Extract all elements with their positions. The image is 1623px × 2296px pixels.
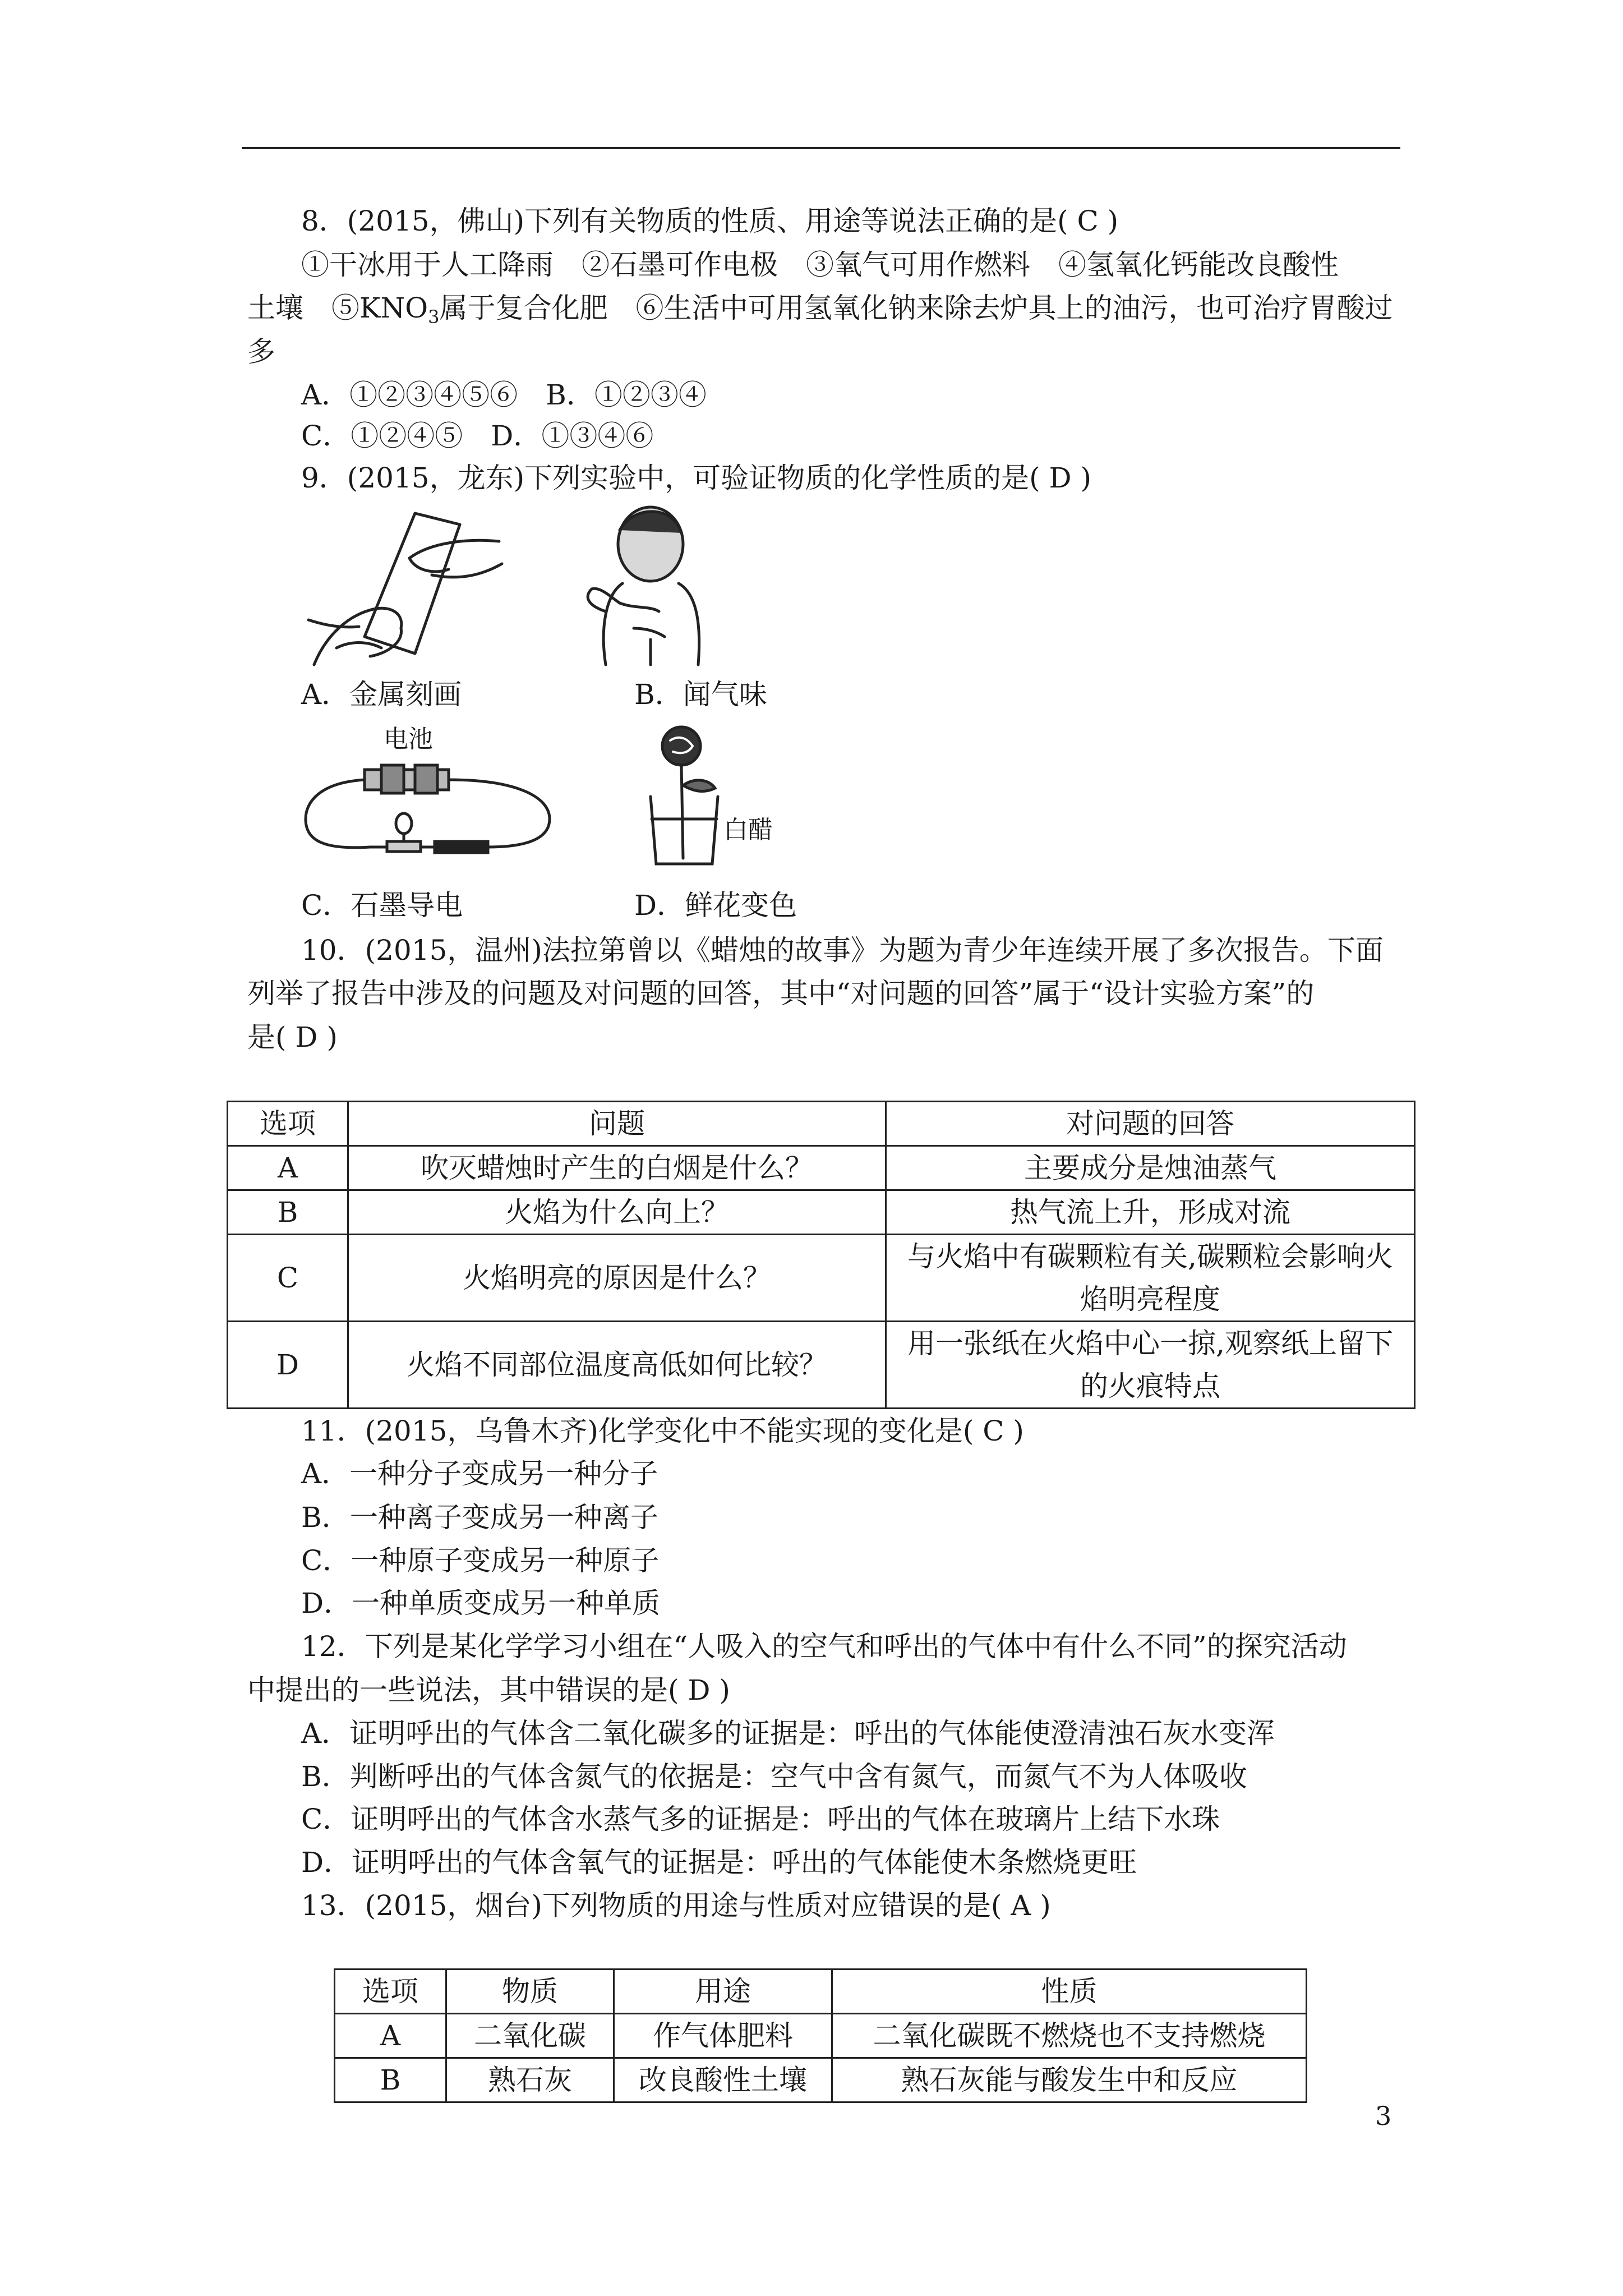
- q8-line3: 多: [247, 335, 275, 368]
- q9-caption-b: B．闻气味: [634, 678, 767, 711]
- q11-stem: 11．(2015，乌鲁木齐)化学变化中不能实现的变化是( C ): [301, 1415, 1024, 1447]
- q8-options-ab: A．①②③④⑤⑥ B．①②③④: [301, 379, 707, 411]
- question-cell: 吹灭蜡烛时产生的白烟是什么？: [348, 1146, 886, 1190]
- table-row: [228, 1190, 1415, 1235]
- q10-table: [227, 1101, 1415, 1409]
- header-cell: 用途: [614, 1970, 832, 2014]
- substance-cell: 二氧化碳: [446, 2014, 614, 2058]
- q11-option-a: A．一种分子变成另一种分子: [301, 1457, 658, 1490]
- metal-scratch-illustration: [303, 508, 516, 670]
- table-row: [228, 1322, 1415, 1409]
- q12-line1: 12．下列是某化学学习小组在“人吸入的空气和呼出的气体中有什么不同”的探究活动: [301, 1630, 1347, 1663]
- property-cell: 二氧化碳既不燃烧也不支持燃烧: [832, 2014, 1307, 2058]
- header-cell: 选项: [335, 1970, 446, 2014]
- q13-stem: 13．(2015，烟台)下列物质的用途与性质对应错误的是( A ): [301, 1889, 1051, 1922]
- q12-option-b: B．判断呼出的气体含氮气的依据是：空气中含有氮气，而氮气不为人体吸收: [301, 1760, 1247, 1793]
- q8-options-cd: C．①②④⑤ D．①③④⑥: [301, 420, 654, 452]
- q10-line2: 列举了报告中涉及的问题及对问题的回答，其中“对问题的回答”属于“设计实验方案”的: [247, 977, 1315, 1010]
- graphite-circuit-illustration: [303, 757, 555, 869]
- q12-option-c: C．证明呼出的气体含水蒸气多的证据是：呼出的气体在玻璃片上结下水珠: [301, 1803, 1220, 1835]
- use-cell: 作气体肥料: [614, 2014, 832, 2058]
- option-cell: A: [228, 1146, 348, 1190]
- table-row: [335, 2058, 1307, 2102]
- option-cell: B: [335, 2058, 446, 2102]
- vinegar-label: 白醋: [723, 816, 773, 844]
- q12-option-d: D．证明呼出的气体含氧气的证据是：呼出的气体能使木条燃烧更旺: [301, 1846, 1137, 1879]
- q12-option-a: A．证明呼出的气体含二氧化碳多的证据是：呼出的气体能使澄清浊石灰水变浑: [301, 1717, 1275, 1750]
- flower-vinegar-illustration: [639, 724, 729, 869]
- header-cell: 问题: [348, 1102, 886, 1146]
- header-cell: 物质: [446, 1970, 614, 2014]
- q8-stem: 8．(2015，佛山)下列有关物质的性质、用途等说法正确的是( C ): [301, 205, 1119, 237]
- answer-cell: 与火焰中有碳颗粒有关,碳颗粒会影响火 焰明亮程度: [886, 1235, 1415, 1322]
- question-cell: 火焰为什么向上？: [348, 1190, 886, 1235]
- table-header-row: [228, 1102, 1415, 1146]
- question-cell: 火焰不同部位温度高低如何比较？: [348, 1322, 886, 1409]
- boy-smelling-illustration: [566, 499, 718, 668]
- q8-line2: 土壤 $⑤KNO_3$属于复合化肥 ⑥生活中可用氢氧化钠来除去炉具上的油污，也可治疗胃酸过: [247, 292, 1393, 328]
- question-cell: 火焰明亮的原因是什么？: [348, 1235, 886, 1322]
- option-cell: C: [228, 1235, 348, 1322]
- answer-cell: 热气流上升，形成对流: [886, 1190, 1415, 1235]
- table-header-row: [335, 1970, 1307, 2014]
- answer-cell: 主要成分是烛油蒸气: [886, 1146, 1415, 1190]
- answer-cell: 用一张纸在火焰中心一掠,观察纸上留下 的火痕特点: [886, 1322, 1415, 1409]
- q9-caption-a: A．金属刻画: [301, 678, 462, 711]
- q8-line1: ①干冰用于人工降雨 ②石墨可作电极 ③氧气可用作燃料 ④氢氧化钙能改良酸性: [301, 249, 1339, 281]
- page-number: 3: [1375, 2101, 1392, 2131]
- header-cell: 选项: [228, 1102, 348, 1146]
- q13-table: [334, 1968, 1307, 2103]
- q10-line3: 是( D ): [247, 1021, 338, 1053]
- q11-option-b: B．一种离子变成另一种离子: [301, 1501, 658, 1534]
- property-cell: 熟石灰能与酸发生中和反应: [832, 2058, 1307, 2102]
- table-row: [335, 2014, 1307, 2058]
- option-cell: B: [228, 1190, 348, 1235]
- table-row: [228, 1235, 1415, 1322]
- table-row: [228, 1146, 1415, 1190]
- substance-cell: 熟石灰: [446, 2058, 614, 2102]
- q9-stem: 9．(2015，龙东)下列实验中，可验证物质的化学性质的是( D ): [301, 462, 1091, 494]
- q12-line2: 中提出的一些说法，其中错误的是( D ): [247, 1674, 730, 1706]
- use-cell: 改良酸性土壤: [614, 2058, 832, 2102]
- header-cell: 对问题的回答: [886, 1102, 1415, 1146]
- header-cell: 性质: [832, 1970, 1307, 2014]
- q11-option-d: D．一种单质变成另一种单质: [301, 1587, 661, 1619]
- option-cell: D: [228, 1322, 348, 1409]
- q9-caption-c: C．石墨导电: [301, 889, 463, 922]
- q11-option-c: C．一种原子变成另一种原子: [301, 1544, 660, 1577]
- option-cell: A: [335, 2014, 446, 2058]
- battery-label: 电池: [384, 725, 433, 753]
- q10-line1: 10．(2015，温州)法拉第曾以《蜡烛的故事》为题为青少年连续开展了多次报告。下面: [301, 934, 1384, 967]
- q9-caption-d: D．鲜花变色: [634, 889, 797, 922]
- header-rule: [242, 147, 1400, 149]
